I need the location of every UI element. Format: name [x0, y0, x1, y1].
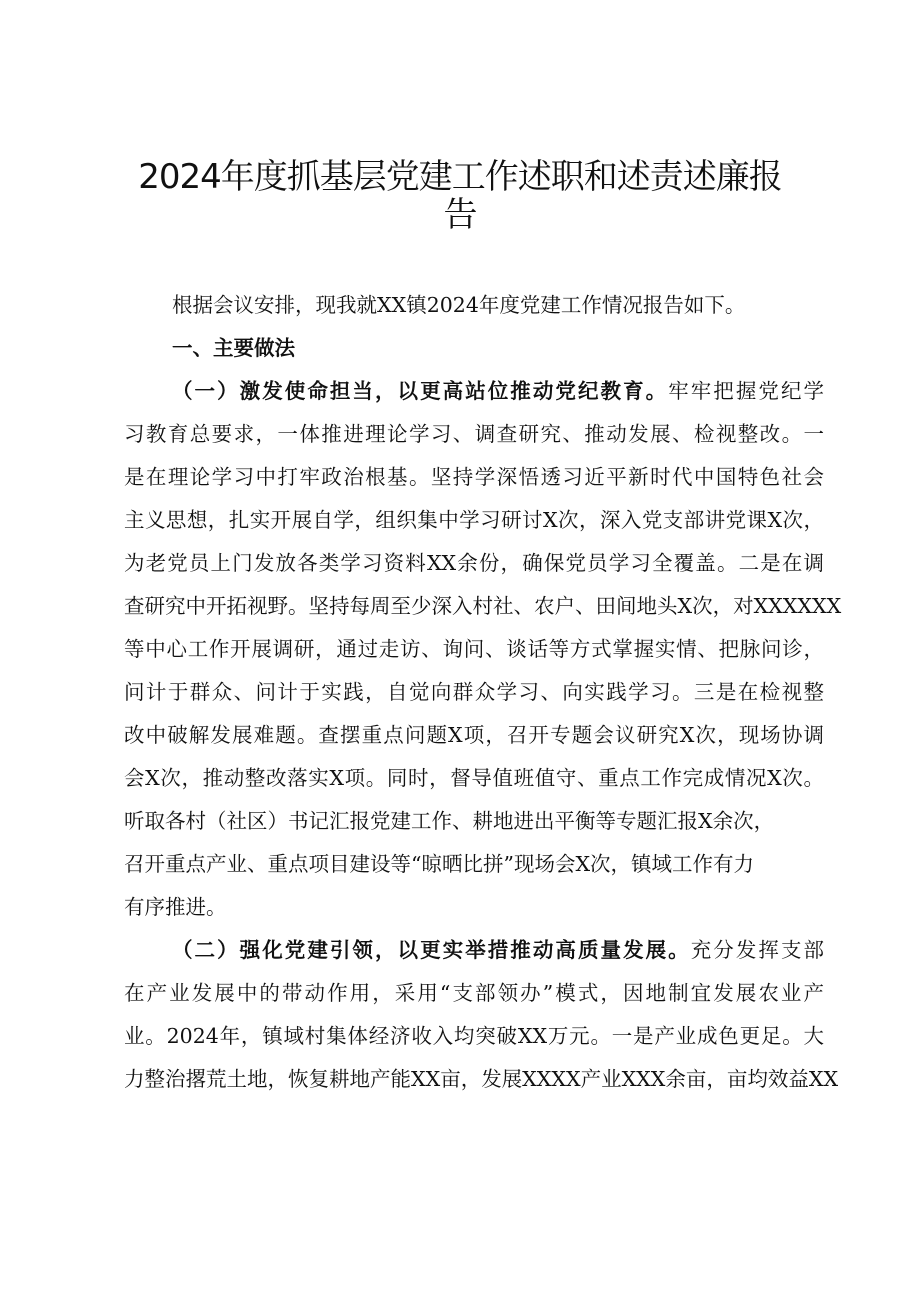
body-text-run: 召开重点产业、重点项目建设等“晾晒比拼”现场会X次，镇域工作有力 — [124, 852, 755, 876]
body-line — [124, 585, 842, 628]
body-line — [124, 628, 824, 671]
bold-text: （一）激发使命担当，以更高站位推动党纪教育。 — [172, 379, 669, 403]
document-title — [60, 158, 860, 234]
body-text-run: 为老党员上门发放各类学习资料XX余份，确保党员学习全覆盖。二是在调 — [124, 551, 824, 575]
body-line — [124, 714, 824, 757]
body-text-run: 有序推进。 — [124, 895, 227, 919]
body-text-run: 问计于群众、问计于实践，自觉向群众学习、向实践学习。三是在检视整 — [124, 680, 824, 704]
body-line — [124, 1058, 839, 1101]
body-line — [124, 843, 824, 886]
body-text-run: 力整治撂荒土地，恢复耕地产能XX亩，发展XXXX产业XXX余亩，亩均效益XX — [124, 1067, 839, 1091]
body-line — [124, 370, 824, 413]
body-text-run: 充分发挥支部 — [690, 938, 825, 962]
body-text-run: 改中破解发展难题。查摆重点问题X项，召开专题会议研究X次，现场协调 — [124, 723, 824, 747]
body-text-run: 是在理论学习中打牢政治根基。坚持学深悟透习近平新时代中国特色社会 — [124, 465, 824, 489]
body-line — [124, 1015, 824, 1058]
body-line — [124, 327, 824, 370]
body-text-run: 会X次，推动整改落实X项。同时，督导值班值守、重点工作完成情况X次。 — [124, 766, 824, 790]
body-line — [124, 972, 824, 1015]
body-line — [124, 284, 824, 327]
body-text-run: 查研究中开拓视野。坚持每周至少深入村社、农户、田间地头X次，对XXXXXX — [124, 594, 842, 618]
body-line — [124, 456, 824, 499]
body-line — [124, 671, 824, 714]
title-line-2: 告 — [443, 195, 477, 235]
body-text-run: 等中心工作开展调研，通过走访、询问、谈话等方式掌握实情、把脉问诊， — [124, 637, 824, 661]
title-line-1: 2024年度抓基层党建工作述职和述责述廉报 — [138, 157, 782, 197]
body-line — [124, 886, 824, 929]
body-line — [124, 929, 824, 972]
body-text-run: 根据会议安排，现我就XX镇2024年度党建工作情况报告如下。 — [172, 293, 746, 317]
body-text-run: 主义思想，扎实开展自学，组织集中学习研讨X次，深入党支部讲党课X次， — [124, 508, 824, 532]
bold-text: 一、主要做法 — [172, 336, 295, 360]
body-line — [124, 757, 824, 800]
body-line — [124, 542, 824, 585]
body-text-run: 在产业发展中的带动作用，采用“支部领办”模式，因地制宜发展农业产 — [124, 981, 824, 1005]
body-text-run: 习教育总要求，一体推进理论学习、调查研究、推动发展、检视整改。一 — [124, 422, 824, 446]
bold-text: （二）强化党建引领，以更实举措推动高质量发展。 — [172, 938, 691, 962]
document-body — [124, 284, 842, 1101]
body-text-run: 牢牢把握党纪学 — [668, 379, 825, 403]
body-text-run: 业。2024年，镇域村集体经济收入均突破XX万元。一是产业成色更足。大 — [124, 1024, 824, 1048]
body-line — [124, 800, 824, 843]
body-line — [124, 413, 824, 456]
body-text-run: 听取各村（社区）书记汇报党建工作、耕地进出平衡等专题汇报X余次， — [124, 809, 775, 833]
body-line — [124, 499, 824, 542]
